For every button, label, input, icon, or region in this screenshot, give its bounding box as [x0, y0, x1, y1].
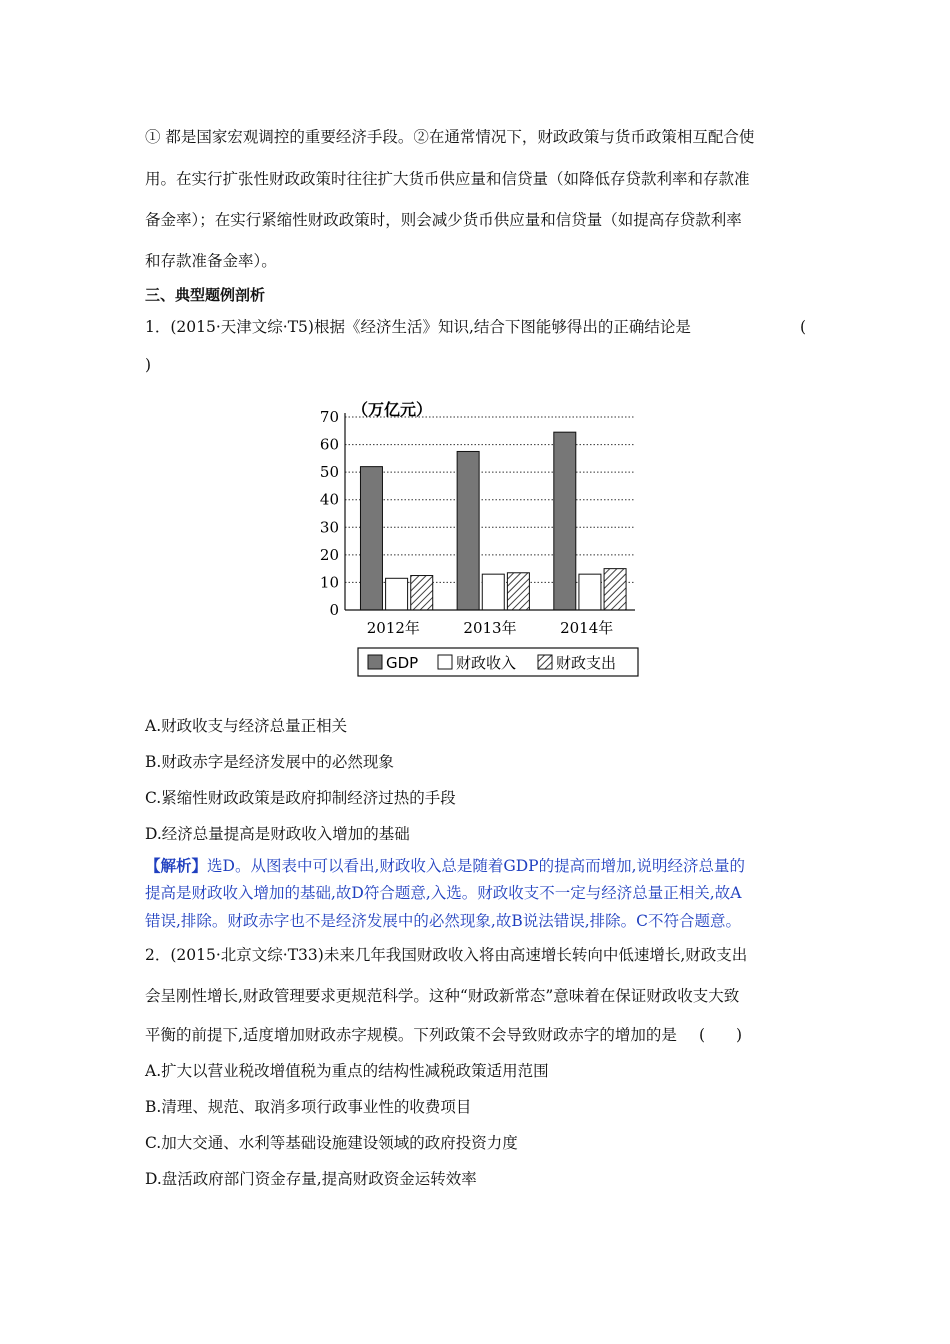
q2-option-b: B.清理、规范、取消多项行政事业性的收费项目 — [145, 1098, 472, 1116]
bar-1-1 — [482, 574, 504, 610]
legend-label: 财政收入 — [456, 654, 517, 672]
bar-0-0 — [360, 467, 382, 610]
q1-bracket-close: ) — [145, 356, 152, 374]
legend-swatch — [368, 655, 382, 669]
y-tick-label: 40 — [319, 490, 339, 509]
q1-bracket-open: ( — [800, 318, 807, 336]
q1-stem: 1．(2015·天津文综·T5)根据《经济生活》知识,结合下图能够得出的正确结论是 — [145, 318, 691, 336]
analysis-label: 【解析】 — [145, 856, 208, 875]
legend-swatch — [438, 655, 452, 669]
analysis-text-1: 选D。从图表中可以看出,财政收入总是随着GDP的提高而增加,说明经济总量的 — [207, 857, 746, 875]
bar-0-2 — [411, 576, 433, 610]
intro-line-3: 备金率）；在实行紧缩性财政政策时，则会减少货币供应量和信贷量（如提高存贷款利率 — [145, 211, 742, 229]
y-tick-label: 60 — [319, 435, 339, 454]
intro-line-2: 用。在实行扩张性财政政策时往往扩大货币供应量和信贷量（如降低存贷款利率和存款准 — [145, 170, 750, 188]
bar-0-1 — [386, 578, 408, 610]
bar-1-2 — [507, 573, 529, 610]
intro-line-4: 和存款准备金率）。 — [145, 252, 277, 270]
q1-option-d: D.经济总量提高是财政收入增加的基础 — [145, 825, 410, 843]
q2-stem-line-2: 会呈刚性增长,财政管理要求更规范科学。这种“财政新常态”意味着在保证财政收支大致 — [145, 987, 740, 1005]
q2-option-c: C.加大交通、水利等基础设施建设领域的政府投资力度 — [145, 1134, 518, 1152]
y-tick-label: 20 — [319, 545, 339, 564]
bar-1-0 — [457, 451, 479, 610]
legend-label: GDP — [386, 654, 419, 672]
q2-option-a: A.扩大以营业税改增值税为重点的结构性减税政策适用范围 — [145, 1062, 549, 1080]
section-heading: 三、典型题例剖析 — [145, 286, 266, 304]
q1-option-b: B.财政赤字是经济发展中的必然现象 — [145, 753, 394, 771]
bar-2-1 — [579, 574, 601, 610]
y-tick-label: 30 — [319, 518, 339, 537]
q1-analysis-line-3: 错误,排除。财政赤字也不是经济发展中的必然现象,故B说法错误,排除。C不符合题意。 — [145, 912, 742, 930]
legend-swatch — [538, 655, 552, 669]
chart-unit-label: （万亿元） — [352, 400, 433, 419]
q2-stem-text: 平衡的前提下,适度增加财政赤字规模。下列政策不会导致财政赤字的增加的是 — [145, 1026, 677, 1044]
bar-2-0 — [554, 432, 576, 610]
bar-chart-svg — [300, 390, 650, 690]
x-tick-label: 2014年 — [560, 619, 614, 637]
q1-analysis-line-2: 提高是财政收入增加的基础,故D符合题意,入选。财政收支不一定与经济总量正相关,故A — [145, 884, 742, 902]
q1-option-a: A.财政收支与经济总量正相关 — [145, 717, 348, 735]
y-tick-label: 70 — [319, 408, 339, 426]
q2-stem-line-1: 2．(2015·北京文综·T33)未来几年我国财政收入将由高速增长转向中低速增长,财政支出 — [145, 946, 748, 964]
q2-bracket: ( ) — [698, 1026, 743, 1044]
y-tick-label: 50 — [319, 463, 339, 482]
x-tick-label: 2012年 — [366, 619, 420, 637]
q2-option-d: D.盘活政府部门资金存量,提高财政资金运转效率 — [145, 1170, 477, 1188]
q1-option-c: C.紧缩性财政政策是政府抑制经济过热的手段 — [145, 789, 456, 807]
bar-chart — [300, 390, 650, 690]
intro-line-1: ① 都是国家宏观调控的重要经济手段。②在通常情况下，财政政策与货币政策相互配合使 — [145, 128, 755, 146]
q2-stem-line-3 — [145, 1024, 810, 1046]
y-tick-label: 0 — [329, 601, 339, 619]
bar-2-2 — [604, 569, 626, 610]
legend-label: 财政支出 — [556, 654, 617, 672]
y-tick-label: 10 — [319, 573, 339, 592]
q1-analysis-line-1 — [145, 855, 810, 877]
x-tick-label: 2013年 — [463, 619, 517, 637]
